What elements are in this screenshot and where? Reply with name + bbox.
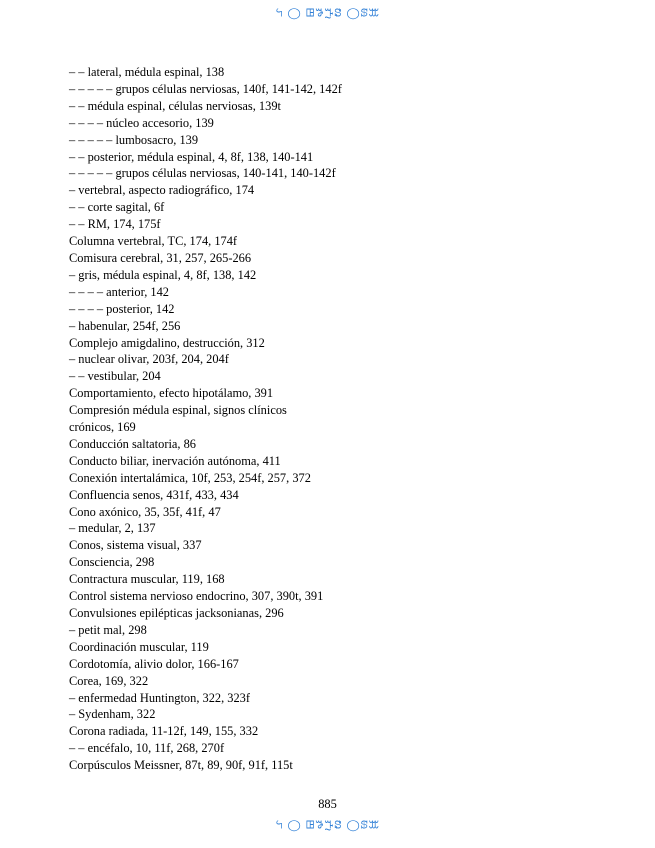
index-entry: – – corte sagital, 6f — [69, 200, 165, 215]
index-entry: – – médula espinal, células nerviosas, 139t — [69, 98, 281, 113]
index-entry: Conducción saltatoria, 86 — [69, 436, 196, 451]
index-entry: – – – – – grupos células nerviosas, 140f, 141-142, 142f — [69, 81, 342, 96]
watermark-bottom — [0, 818, 655, 833]
index-entry: – – lateral, médula espinal, 138 — [69, 65, 225, 79]
index-entry: Confluencia senos, 431f, 433, 434 — [69, 487, 239, 502]
index-entry: – – RM, 174, 175f — [69, 217, 161, 232]
index-entry: – – – – núcleo accesorio, 139 — [69, 115, 214, 130]
index-entries — [69, 64, 629, 774]
watermark-text: ꕪ ◯ ꖸꖃꔓꗟ ◯ꕷꕭ — [275, 818, 380, 832]
index-entry: – Sydenham, 322 — [69, 707, 156, 722]
index-entry: Corpúsculos Meissner, 87t, 89, 90f, 91f, 115t — [69, 758, 293, 773]
watermark-text: ꕪ ◯ ꖸꖃꔓꗟ ◯ꕷꕭ — [275, 6, 380, 20]
index-entry: Corona radiada, 11-12f, 149, 155, 332 — [69, 724, 259, 739]
index-entry: Complejo amigdalino, destrucción, 312 — [69, 335, 265, 350]
index-entry: Consciencia, 298 — [69, 555, 155, 570]
index-entry: – – – – anterior, 142 — [69, 284, 169, 299]
index-entry: Conexión intertalámica, 10f, 253, 254f, 257, 372 — [69, 470, 311, 485]
index-entry: – petit mal, 298 — [69, 622, 147, 637]
index-entry: – – posterior, médula espinal, 4, 8f, 138, 140-141 — [69, 149, 314, 164]
index-entry: Conos, sistema visual, 337 — [69, 538, 202, 553]
index-entry: Cono axónico, 35, 35f, 41f, 47 — [69, 504, 221, 519]
index-entry: Comportamiento, efecto hipotálamo, 391 — [69, 386, 274, 401]
index-entry: – – – – posterior, 142 — [69, 301, 175, 316]
index-entry: Cordotomía, alivio dolor, 166-167 — [69, 656, 239, 671]
index-entry: Comisura cerebral, 31, 257, 265-266 — [69, 250, 252, 265]
index-entry: – – vestibular, 204 — [69, 369, 161, 384]
index-entry: – gris, médula espinal, 4, 8f, 138, 142 — [69, 267, 257, 282]
index-entry: – – – – – lumbosacro, 139 — [69, 132, 199, 147]
index-entry: crónicos, 169 — [69, 420, 136, 435]
index-entry: – – encéfalo, 10, 11f, 268, 270f — [69, 741, 225, 756]
index-entry: Coordinación muscular, 119 — [69, 639, 209, 654]
index-entry: Control sistema nervioso endocrino, 307, 390t, 391 — [69, 589, 324, 604]
watermark-top — [0, 6, 655, 21]
index-entry: – vertebral, aspecto radiográfico, 174 — [69, 183, 255, 198]
index-entry: Conducto biliar, inervación autónoma, 411 — [69, 453, 281, 468]
index-entry: Columna vertebral, TC, 174, 174f — [69, 234, 238, 249]
index-entry: – medular, 2, 137 — [69, 521, 156, 536]
index-entry: – enfermedad Huntington, 322, 323f — [69, 690, 251, 705]
index-entry: – nuclear olivar, 203f, 204, 204f — [69, 352, 229, 367]
index-entry: – – – – – grupos células nerviosas, 140-141, 140-142f — [69, 166, 336, 181]
index-entry: Contractura muscular, 119, 168 — [69, 572, 225, 587]
index-entry: – habenular, 254f, 256 — [69, 318, 181, 333]
page-number: 885 — [318, 797, 337, 811]
index-entry: Compresión médula espinal, signos clínicos — [69, 403, 287, 418]
index-entry: Corea, 169, 322 — [69, 673, 149, 688]
index-entry: Convulsiones epilépticas jacksonianas, 296 — [69, 606, 284, 620]
